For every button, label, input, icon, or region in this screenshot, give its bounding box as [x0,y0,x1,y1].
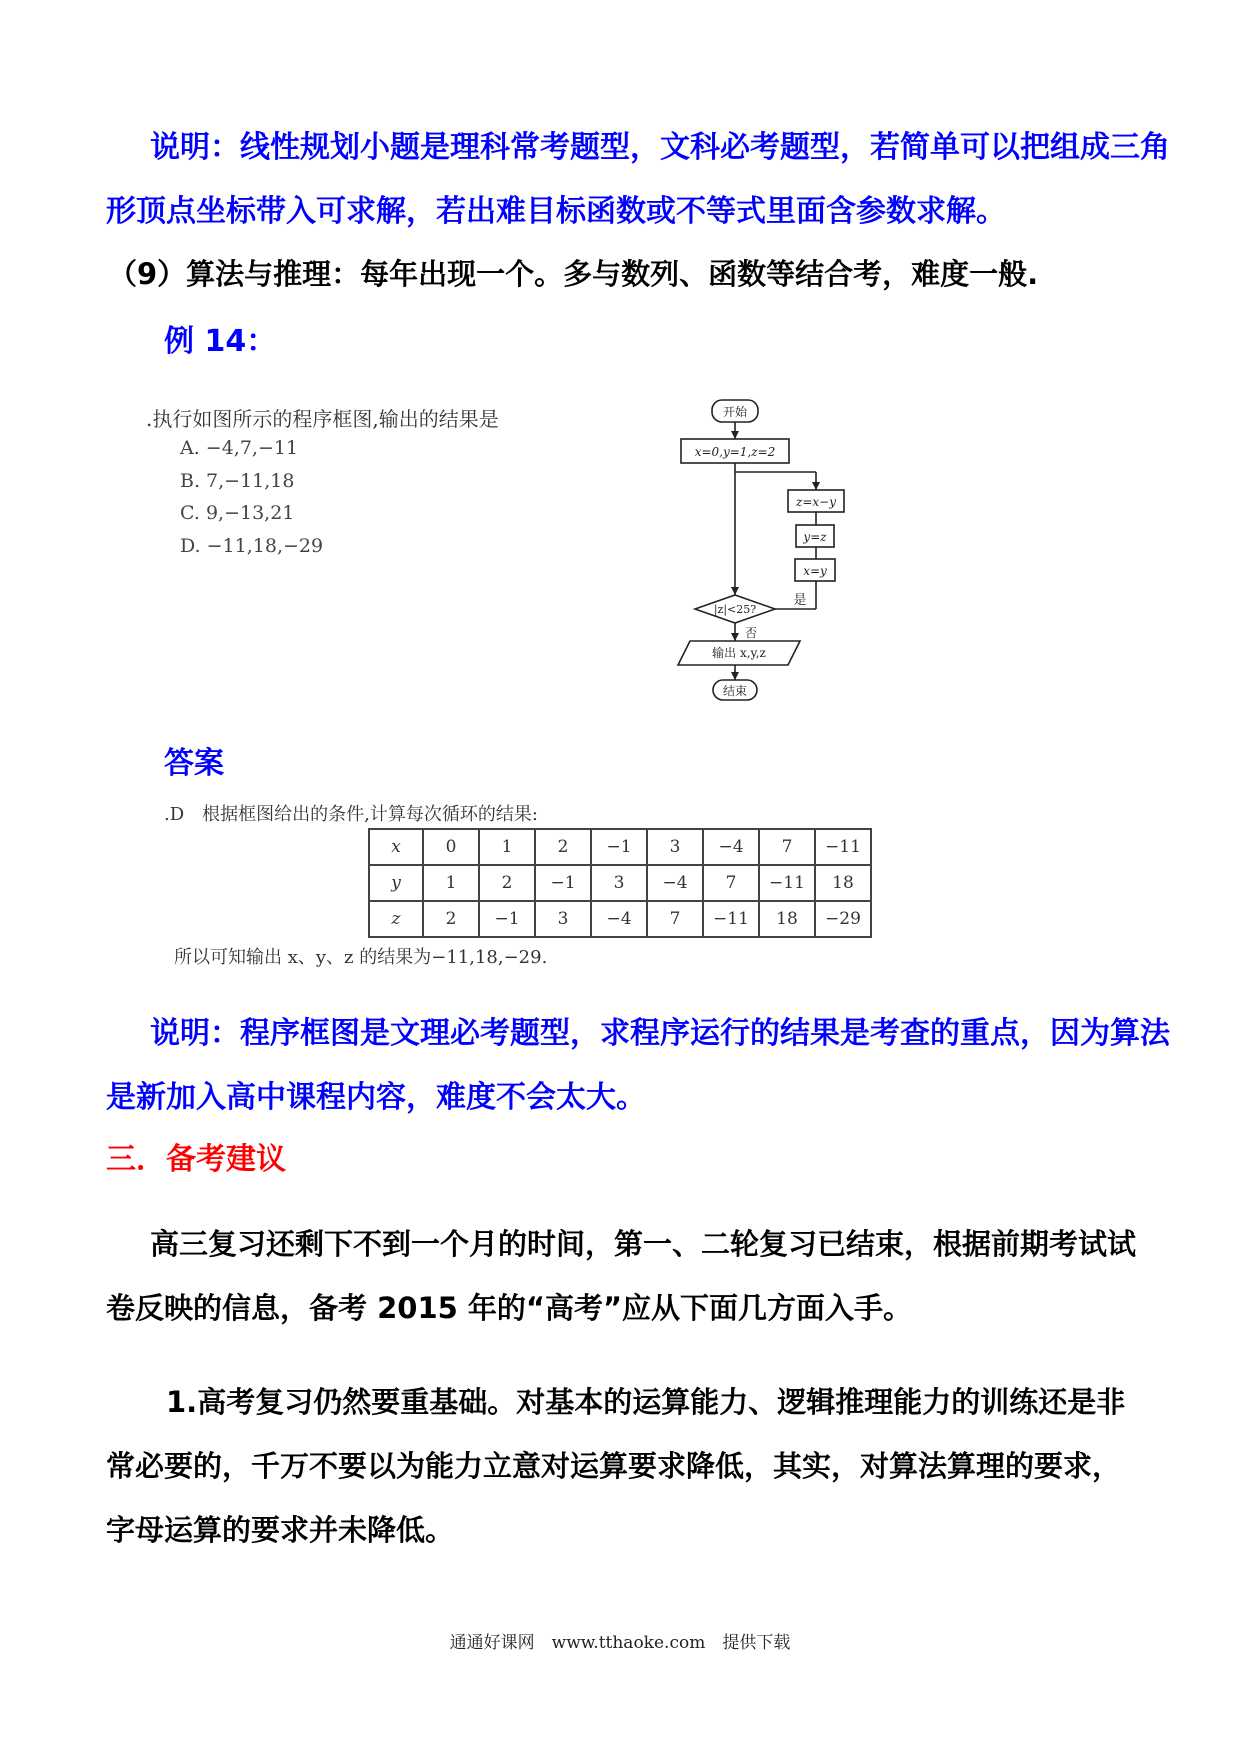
flow-no: 否 [744,626,758,640]
table-row [369,865,871,901]
flow-start: 开始 [722,405,748,419]
question-stem: .执行如图所示的程序框图,输出的结果是 [146,407,499,431]
para2-line2: 常必要的，千万不要以为能力立意对运算要求降低，其实，对算法算理的要求， [106,1449,1122,1483]
flow-yes: 是 [793,593,807,608]
note1-line2: 形顶点坐标带入可求解，若出难目标函数或不等式里面含参数求解。 [106,194,1006,229]
flow-step3: x=y [803,564,827,578]
flow-condition: |z|<25? [713,603,757,616]
table-row-head: y [369,865,423,901]
option-c: C. 9,−13,21 [180,502,295,524]
option-d: D. −11,18,−29 [180,535,324,557]
table-cell: 7 [759,829,815,865]
flow-step1: z=x−y [796,495,836,509]
table-cell: −29 [815,901,871,937]
example-label: 例 14： [164,324,277,359]
solution-conclusion: 所以可知输出 x、y、z 的结果为−11,18,−29. [174,947,548,968]
table-row [369,901,871,937]
option-b: B. 7,−11,18 [180,470,295,492]
table-cell: −1 [479,901,535,937]
flow-end: 结束 [722,684,748,698]
table-cell: −4 [591,901,647,937]
table-cell: 2 [423,901,479,937]
table-cell: 2 [535,829,591,865]
para2-line1: 1.高考复习仍然要重基础。对基本的运算能力、逻辑推理能力的训练还是非 [166,1385,1126,1419]
table-cell: 18 [815,865,871,901]
table-row [369,829,871,865]
table-cell: 1 [423,865,479,901]
note1-line1: 说明：线性规划小题是理科常考题型，文科必考题型，若简单可以把组成三角 [150,130,1170,165]
para1-line2: 卷反映的信息，备考 2015 年的“高考”应从下面几方面入手。 [106,1291,913,1325]
table-row-head: z [369,901,423,937]
table-cell: −11 [815,829,871,865]
note2-line1: 说明：程序框图是文理必考题型，求程序运行的结果是考查的重点，因为算法 [150,1016,1170,1051]
section9-heading: （9）算法与推理：每年出现一个。多与数列、函数等结合考，难度一般. [108,257,1039,291]
page-footer: 通通好课网 www.tthaoke.com 提供下载 [449,1633,791,1653]
flow-output: 输出 x,y,z [712,646,766,660]
table-cell: −4 [703,829,759,865]
table-cell: 7 [703,865,759,901]
table-cell: 3 [591,865,647,901]
table-cell: 0 [423,829,479,865]
section3-title: 三．备考建议 [106,1142,286,1177]
para1-line1: 高三复习还剩下不到一个月的时间，第一、二轮复习已结束，根据前期考试试 [150,1227,1137,1261]
note2-line2: 是新加入高中课程内容，难度不会太大。 [106,1080,646,1115]
table-cell: −11 [703,901,759,937]
table-cell: 3 [647,829,703,865]
table-cell: 7 [647,901,703,937]
table-cell: 3 [535,901,591,937]
table-cell: −1 [591,829,647,865]
table-cell: 18 [759,901,815,937]
flow-step2: y=z [803,530,827,544]
loop-results-table [368,828,872,938]
program-flowchart [660,395,860,705]
table-row-head: x [369,829,423,865]
table-cell: −11 [759,865,815,901]
flow-init: x=0,y=1,z=2 [694,445,776,459]
option-a: A. −4,7,−11 [180,437,299,459]
solution-intro: .D 根据框图给出的条件,计算每次循环的结果: [164,804,538,825]
table-cell: −1 [535,865,591,901]
para2-line3: 字母运算的要求并未降低。 [106,1513,455,1547]
table-cell: 2 [479,865,535,901]
answer-label: 答案 [164,746,224,781]
table-cell: 1 [479,829,535,865]
table-cell: −4 [647,865,703,901]
